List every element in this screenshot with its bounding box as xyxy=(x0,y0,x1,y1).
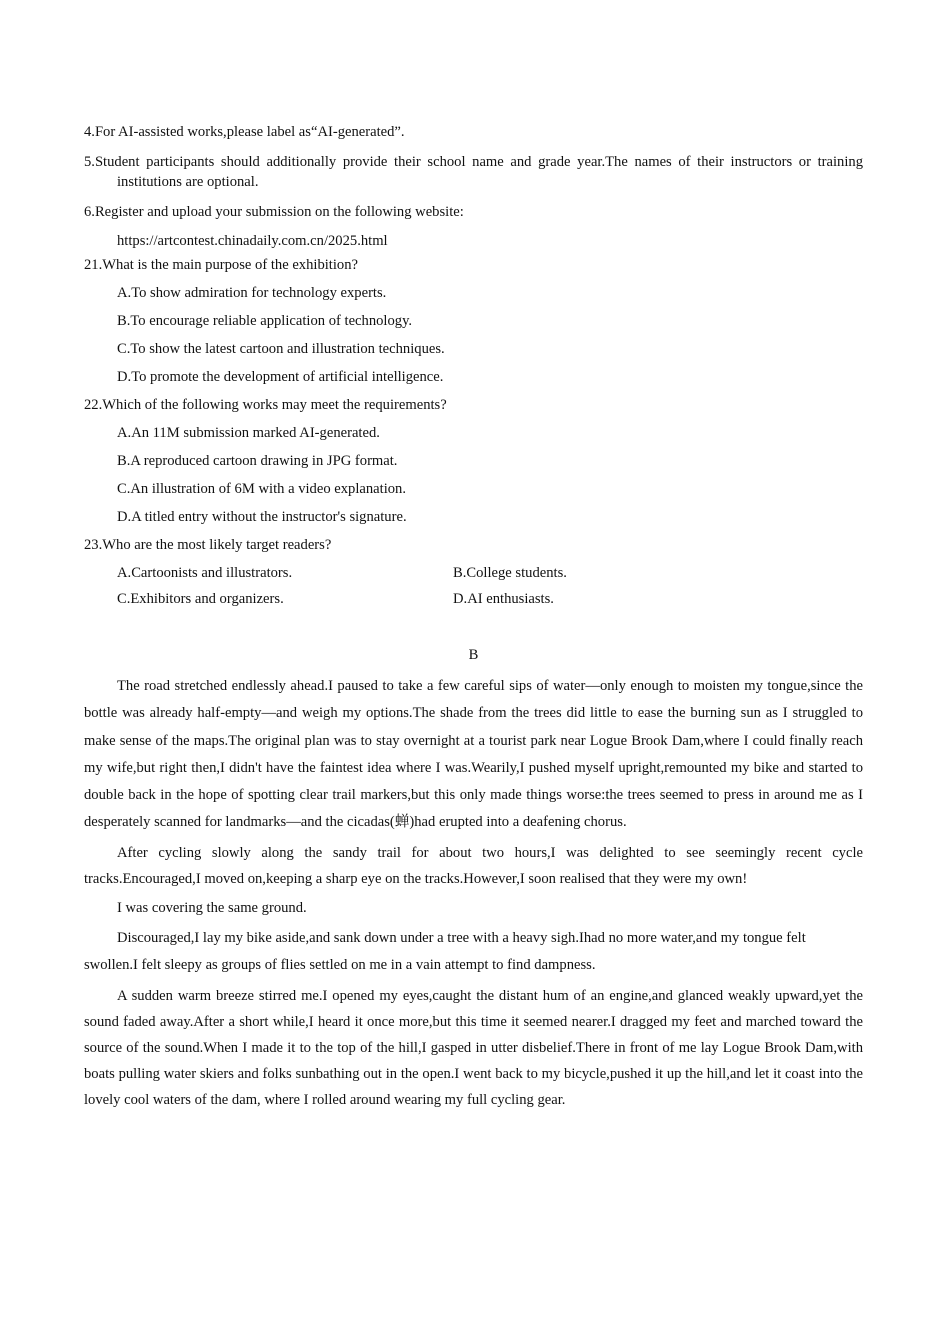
rule-text: 4.For AI-assisted works,please label as“AI-generated”. xyxy=(84,124,405,140)
rule-item xyxy=(84,122,863,142)
rule-text: 6.Register and upload your submission on the following website: xyxy=(84,204,464,220)
question-21 xyxy=(84,255,863,387)
passage-paragraph: After cycling slowly along the sandy trail for about two hours,I was delighted to see seemingly recent cycle tracks.Encouraged,I moved on,keeping a sharp eye on the tracks.However,I soon realised that they were my own! xyxy=(84,844,863,887)
option-c: C.To show the latest cartoon and illustration techniques. xyxy=(117,341,445,357)
option-a: A.An 11M submission marked AI-generated. xyxy=(117,425,380,441)
question-stem: 21.What is the main purpose of the exhibition? xyxy=(84,257,358,273)
passage-paragraph: Discouraged,I lay my bike aside,and sank down under a tree with a heavy sigh.Ihad no more water,and my tongue felt swollen.I felt sleepy as groups of flies settled on me in a vain attempt to find dampness. xyxy=(84,930,806,974)
option-d: D.AI enthusiasts. xyxy=(453,591,554,607)
document-page xyxy=(84,122,863,1116)
option-c: C.An illustration of 6M with a video explanation. xyxy=(117,481,406,497)
rule-item xyxy=(84,152,863,192)
option-b: B.To encourage reliable application of technology. xyxy=(117,313,413,329)
option-a: A.To show admiration for technology experts. xyxy=(117,285,387,301)
question-stem: 23.Who are the most likely target readers? xyxy=(84,537,332,553)
option-d: D.A titled entry without the instructor's signature. xyxy=(117,509,407,525)
rule-item xyxy=(84,202,863,251)
question-23 xyxy=(84,535,863,609)
option-c: C.Exhibitors and organizers. xyxy=(117,591,284,607)
option-d: D.To promote the development of artificial intelligence. xyxy=(117,369,444,385)
question-stem: 22.Which of the following works may meet the requirements? xyxy=(84,397,447,413)
option-b: B.College students. xyxy=(453,565,567,581)
options-grid xyxy=(117,563,863,609)
section-b-title: B xyxy=(468,647,479,663)
passage-paragraph: I was covering the same ground. xyxy=(117,899,307,916)
passage-paragraph: A sudden warm breeze stirred me.I opened my eyes,caught the distant hum of an engine,and glanced weakly upward,yet the sound faded away.After a short while,I heard it once more,but this time it seemed nearer.I dragged my feet and marched toward the source of the sound.When I made it to the top of the hill,I gasped in utter disbelief.There in front of me lay Logue Brook Dam,with boats pulling water skiers and folks sunbathing out in the open.I went back to my bicycle,pushed it up the hill,and let it coast into the lovely cool waters of the dam, where I rolled around wearing my full cycling gear. xyxy=(84,987,863,1108)
option-a: A.Cartoonists and illustrators. xyxy=(117,565,293,581)
rule-text: 5.Student participants should additionally provide their school name and grade year.The names of their instructors or training institutions are optional. xyxy=(84,154,863,190)
passage-paragraph: The road stretched endlessly ahead.I paused to take a few careful sips of water—only enough to moisten my tongue,since the bottle was already half-empty—and weigh my options.The shade from the trees did little to ease the burning sun as I struggled to make sense of the maps.The original plan was to stay overnight at a tourist park near Logue Brook Dam,where I could finally reach my wife,but right then,I didn't have the faintest idea where I was.Wearily,I pushed myself upright,remounted my bike and started to double back in the hope of spotting clear trail markers,but this only made things worse:the trees seemed to press in around me as I desperately scanned for landmarks—and the cicadas(蝉)had erupted into a deafening chorus. xyxy=(84,678,863,831)
submission-url[interactable]: https://artcontest.chinadaily.com.cn/2025.html xyxy=(117,233,388,249)
option-b: B.A reproduced cartoon drawing in JPG format. xyxy=(117,453,398,469)
question-22 xyxy=(84,395,863,527)
